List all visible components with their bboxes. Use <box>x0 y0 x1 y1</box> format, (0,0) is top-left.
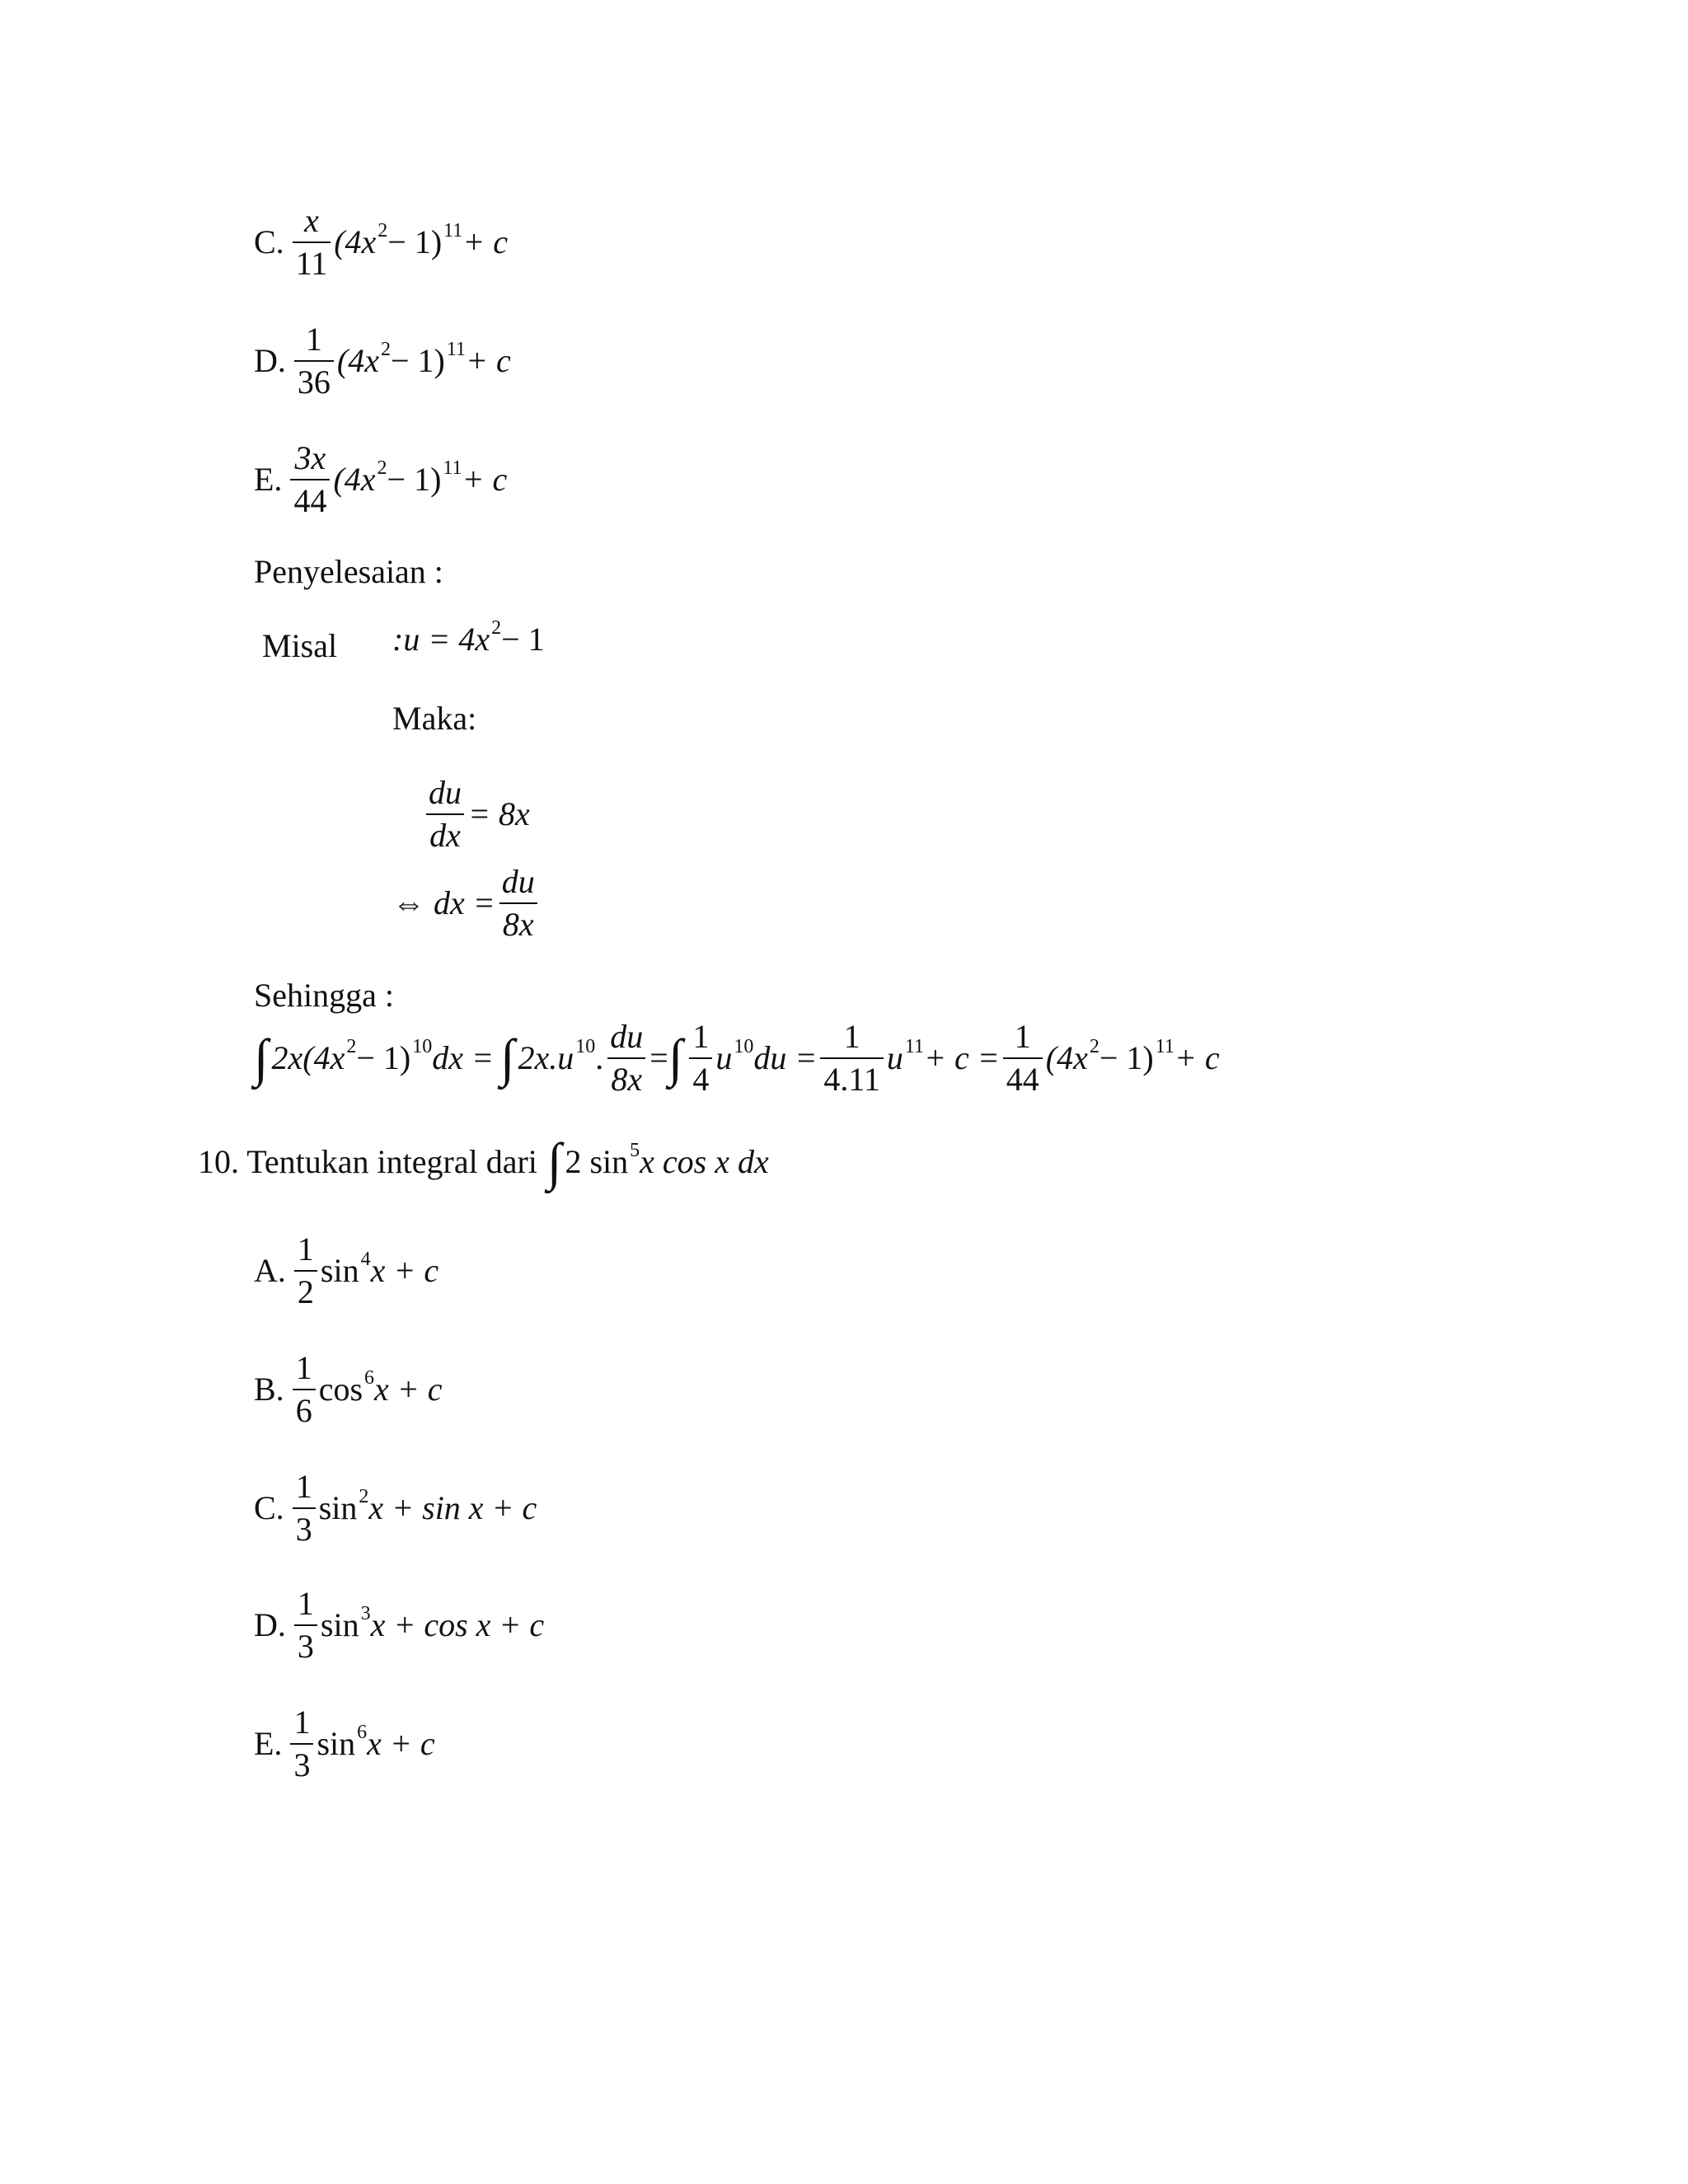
fraction: $\frac{du}{dx}$ <box>425 776 465 852</box>
option-label: B. <box>254 1371 284 1408</box>
fraction: $\frac{1}{44}$ <box>1003 1020 1043 1096</box>
final-computation: ∫ 2x(4x $^2$ − 1) $^{10}$ dx = ∫ 2x.u $^{10}$ . $\frac{du}{8x}$ = ∫ $\frac{1}{4}$ u $^{10}$ du = $\frac{1}{4.11}$ u $^{11}$ + c = $\frac{1}{44}$ (4x $^2$ − 1) $^{11}$ + c <box>254 1018 1220 1098</box>
option-c-prev: C. $\frac{x}{11}$ (4x $^2$ − 1) $^{11}$ + c <box>254 202 509 282</box>
fraction: $\frac{3x}{44}$ <box>290 442 330 518</box>
fraction: $\frac{1}{6}$ <box>293 1352 316 1427</box>
integral-icon: ∫ <box>254 1029 269 1087</box>
option-d: D. $\frac{1}{3}$ sin $^3$ x + cos x + c <box>254 1585 545 1665</box>
substitution-definition: :u = 4x $^2$ − 1 <box>392 617 545 658</box>
integral-icon: ∫ <box>546 1132 562 1191</box>
option-e: E. $\frac{1}{3}$ sin $^6$ x + c <box>254 1704 435 1783</box>
option-b: B. $\frac{1}{6}$ cos $^6$ x + c <box>254 1349 443 1429</box>
option-e-prev: E. $\frac{3x}{44}$ (4x $^2$ − 1) $^{11}$ + c <box>254 439 508 519</box>
question-10: 10. Tentukan integral dari ∫ 2 sin $^5$ x cos x dx <box>198 1132 769 1191</box>
option-d-prev: D. $\frac{1}{36}$ (4x $^2$ − 1) $^{11}$ + c <box>254 321 511 401</box>
option-label: D. <box>254 342 286 379</box>
option-label: C. <box>254 1489 284 1526</box>
integral-icon: ∫ <box>668 1029 683 1087</box>
misal-label: Misal <box>262 627 338 664</box>
derivative-step: $\frac{du}{dx}$ = 8x <box>422 776 530 852</box>
dx-step: ⇔ dx = $\frac{du}{8x}$ <box>392 865 542 941</box>
integral-icon: ∫ <box>500 1029 515 1087</box>
sehingga-label: Sehingga : <box>254 977 394 1014</box>
option-label: E. <box>254 461 283 498</box>
fraction: $\frac{1}{3}$ <box>290 1706 313 1782</box>
fraction: $\frac{1}{2}$ <box>294 1233 317 1309</box>
option-label: A. <box>254 1252 286 1289</box>
maka-label: Maka: <box>392 700 477 737</box>
fraction: $\frac{1}{3}$ <box>293 1470 316 1546</box>
option-label: D. <box>254 1606 286 1643</box>
fraction: $\frac{1}{4}$ <box>689 1020 712 1096</box>
fraction: $\frac{1}{4.11}$ <box>820 1020 884 1096</box>
fraction: $\frac{1}{36}$ <box>294 323 334 399</box>
fraction: $\frac{1}{3}$ <box>294 1587 317 1663</box>
solution-heading: Penyelesaian : <box>254 553 443 590</box>
option-c: C. $\frac{1}{3}$ sin $^2$ x + sin x + c <box>254 1468 537 1548</box>
fraction: $\frac{du}{8x}$ <box>499 865 538 941</box>
question-text: 10. Tentukan integral dari <box>198 1143 537 1180</box>
fraction: $\frac{x}{11}$ <box>293 204 331 280</box>
option-label: C. <box>254 223 284 260</box>
fraction: $\frac{du}{8x}$ <box>607 1020 646 1096</box>
option-label: E. <box>254 1725 283 1762</box>
option-a: A. $\frac{1}{2}$ sin $^4$ x + c <box>254 1230 439 1310</box>
